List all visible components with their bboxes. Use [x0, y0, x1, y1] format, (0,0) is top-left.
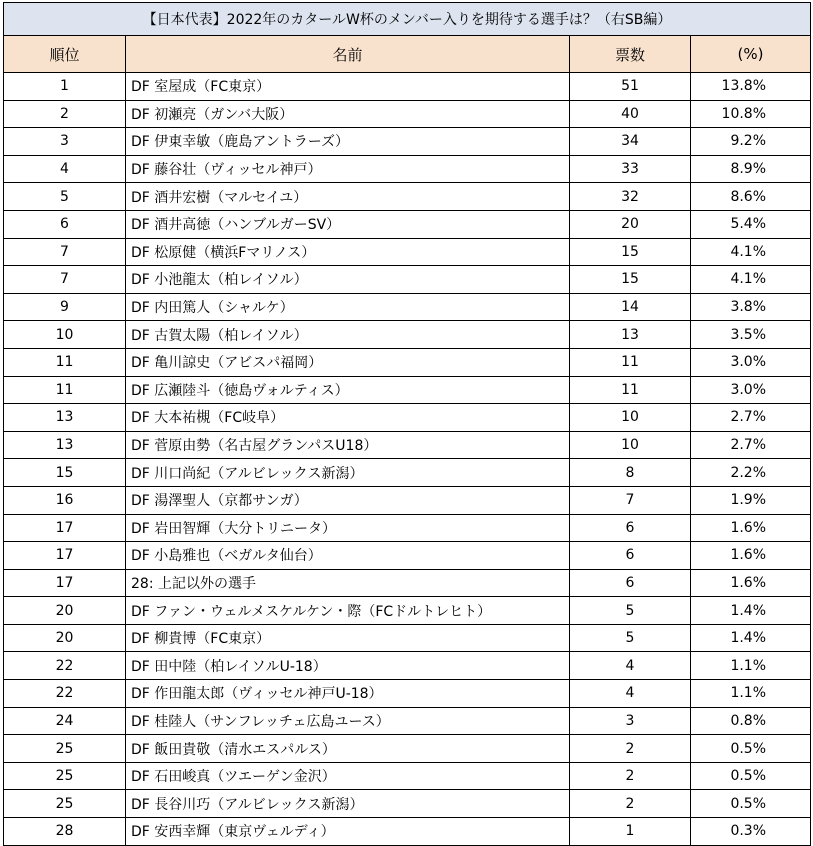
table-row: [4, 100, 811, 128]
ranking-sheet: [3, 2, 810, 846]
percent-cell: 0.8%: [691, 707, 811, 735]
rank-cell: 10: [4, 321, 126, 349]
table-row: [4, 514, 811, 542]
table-row: [4, 652, 811, 680]
percent-cell: 1.4%: [691, 624, 811, 652]
name-cell: DF 長谷川巧（アルビレックス新潟）: [126, 790, 570, 818]
name-cell: DF 菅原由勢（名古屋グランパスU18）: [126, 431, 570, 459]
name-cell: DF 酒井宏樹（マルセイユ）: [126, 183, 570, 211]
votes-cell: 3: [570, 707, 691, 735]
percent-cell: 2.7%: [691, 404, 811, 432]
header-row: [4, 36, 811, 73]
table-row: [4, 680, 811, 708]
table-row: [4, 210, 811, 238]
votes-cell: 10: [570, 404, 691, 432]
rank-cell: 6: [4, 210, 126, 238]
name-cell: DF 田中陸（柏レイソルU-18）: [126, 652, 570, 680]
percent-cell: 2.2%: [691, 459, 811, 487]
rank-cell: 13: [4, 431, 126, 459]
percent-cell: 10.8%: [691, 100, 811, 128]
table-row: [4, 183, 811, 211]
table-row: [4, 238, 811, 266]
votes-cell: 10: [570, 431, 691, 459]
name-cell: DF 室屋成（FC東京）: [126, 73, 570, 101]
name-cell: DF 岩田智輝（大分トリニータ）: [126, 514, 570, 542]
name-cell: DF 小池龍太（柏レイソル）: [126, 266, 570, 294]
votes-cell: 13: [570, 321, 691, 349]
table-row: [4, 707, 811, 735]
name-cell: DF 大本祐槻（FC岐阜）: [126, 404, 570, 432]
name-cell: DF 桂陸人（サンフレッチェ広島ユース）: [126, 707, 570, 735]
rank-cell: 20: [4, 597, 126, 625]
table-row: [4, 542, 811, 570]
rank-cell: 2: [4, 100, 126, 128]
table-row: [4, 597, 811, 625]
votes-cell: 11: [570, 376, 691, 404]
percent-cell: 3.8%: [691, 293, 811, 321]
table-row: [4, 348, 811, 376]
percent-cell: 0.5%: [691, 790, 811, 818]
percent-cell: 8.6%: [691, 183, 811, 211]
name-cell: DF 松原健（横浜Fマリノス）: [126, 238, 570, 266]
rank-column-header: 順位: [4, 36, 126, 73]
rank-cell: 17: [4, 514, 126, 542]
rank-cell: 24: [4, 707, 126, 735]
percent-column-header: (%): [691, 36, 811, 73]
name-cell: DF 作田龍太郎（ヴィッセル神戸U-18）: [126, 680, 570, 708]
percent-cell: 1.4%: [691, 597, 811, 625]
name-cell: DF 古賀太陽（柏レイソル）: [126, 321, 570, 349]
percent-cell: 5.4%: [691, 210, 811, 238]
votes-cell: 51: [570, 73, 691, 101]
percent-cell: 2.7%: [691, 431, 811, 459]
name-cell: 28: 上記以外の選手: [126, 569, 570, 597]
name-cell: DF 亀川諒史（アビスパ福岡）: [126, 348, 570, 376]
votes-cell: 15: [570, 238, 691, 266]
table-row: [4, 128, 811, 156]
name-cell: DF 川口尚紀（アルビレックス新潟）: [126, 459, 570, 487]
rank-cell: 7: [4, 238, 126, 266]
table-row: [4, 293, 811, 321]
rank-cell: 11: [4, 348, 126, 376]
table-row: [4, 376, 811, 404]
table-row: [4, 73, 811, 101]
percent-cell: 3.5%: [691, 321, 811, 349]
votes-cell: 15: [570, 266, 691, 294]
percent-cell: 3.0%: [691, 376, 811, 404]
votes-cell: 32: [570, 183, 691, 211]
table-row: [4, 790, 811, 818]
rank-cell: 13: [4, 404, 126, 432]
name-cell: DF 伊東幸敏（鹿島アントラーズ）: [126, 128, 570, 156]
rank-cell: 22: [4, 680, 126, 708]
percent-cell: 8.9%: [691, 155, 811, 183]
name-cell: DF 内田篤人（シャルケ）: [126, 293, 570, 321]
votes-cell: 6: [570, 514, 691, 542]
rank-cell: 25: [4, 762, 126, 790]
percent-cell: 0.5%: [691, 735, 811, 763]
percent-cell: 1.9%: [691, 486, 811, 514]
rank-cell: 17: [4, 542, 126, 570]
table-row: [4, 624, 811, 652]
name-cell: DF 藤谷壮（ヴィッセル神戸）: [126, 155, 570, 183]
name-cell: DF 湯澤聖人（京都サンガ）: [126, 486, 570, 514]
percent-cell: 4.1%: [691, 266, 811, 294]
name-cell: DF 広瀬陸斗（徳島ヴォルティス）: [126, 376, 570, 404]
votes-cell: 2: [570, 790, 691, 818]
name-column-header: 名前: [126, 36, 570, 73]
rank-cell: 15: [4, 459, 126, 487]
rank-cell: 16: [4, 486, 126, 514]
rank-cell: 25: [4, 790, 126, 818]
rank-cell: 22: [4, 652, 126, 680]
votes-cell: 5: [570, 597, 691, 625]
table-row: [4, 404, 811, 432]
rank-cell: 11: [4, 376, 126, 404]
table-row: [4, 431, 811, 459]
percent-cell: 1.1%: [691, 680, 811, 708]
table-row: [4, 266, 811, 294]
votes-cell: 40: [570, 100, 691, 128]
votes-cell: 20: [570, 210, 691, 238]
rank-cell: 3: [4, 128, 126, 156]
rank-cell: 7: [4, 266, 126, 294]
ranking-table: [3, 2, 811, 846]
name-cell: DF 安西幸輝（東京ヴェルディ）: [126, 818, 570, 846]
percent-cell: 1.6%: [691, 569, 811, 597]
votes-cell: 6: [570, 569, 691, 597]
rank-cell: 4: [4, 155, 126, 183]
votes-cell: 4: [570, 652, 691, 680]
rank-cell: 28: [4, 818, 126, 846]
name-cell: DF 柳貴博（FC東京）: [126, 624, 570, 652]
percent-cell: 0.3%: [691, 818, 811, 846]
table-title: 【日本代表】2022年のカタールW杯のメンバー入りを期待する選手は？（右SB編）: [4, 3, 811, 36]
table-row: [4, 321, 811, 349]
ranking-rows: [4, 73, 811, 846]
rank-cell: 17: [4, 569, 126, 597]
votes-cell: 11: [570, 348, 691, 376]
table-row: [4, 155, 811, 183]
percent-cell: 0.5%: [691, 762, 811, 790]
table-row: [4, 818, 811, 846]
rank-cell: 25: [4, 735, 126, 763]
table-row: [4, 762, 811, 790]
percent-cell: 1.6%: [691, 514, 811, 542]
percent-cell: 9.2%: [691, 128, 811, 156]
votes-cell: 33: [570, 155, 691, 183]
table-row: [4, 486, 811, 514]
percent-cell: 13.8%: [691, 73, 811, 101]
name-cell: DF 小島雅也（ベガルタ仙台）: [126, 542, 570, 570]
percent-cell: 4.1%: [691, 238, 811, 266]
percent-cell: 1.6%: [691, 542, 811, 570]
table-row: [4, 569, 811, 597]
rank-cell: 5: [4, 183, 126, 211]
votes-cell: 14: [570, 293, 691, 321]
votes-cell: 5: [570, 624, 691, 652]
rank-cell: 20: [4, 624, 126, 652]
votes-cell: 4: [570, 680, 691, 708]
name-cell: DF ファン・ウェルメスケルケン・際（FCドルトレヒト）: [126, 597, 570, 625]
votes-cell: 2: [570, 762, 691, 790]
votes-column-header: 票数: [570, 36, 691, 73]
percent-cell: 3.0%: [691, 348, 811, 376]
name-cell: DF 酒井高徳（ハンブルガーSV）: [126, 210, 570, 238]
votes-cell: 8: [570, 459, 691, 487]
name-cell: DF 石田峻真（ツエーゲン金沢）: [126, 762, 570, 790]
votes-cell: 6: [570, 542, 691, 570]
rank-cell: 1: [4, 73, 126, 101]
name-cell: DF 初瀬亮（ガンバ大阪）: [126, 100, 570, 128]
table-row: [4, 735, 811, 763]
rank-cell: 9: [4, 293, 126, 321]
votes-cell: 7: [570, 486, 691, 514]
name-cell: DF 飯田貴敬（清水エスパルス）: [126, 735, 570, 763]
votes-cell: 2: [570, 735, 691, 763]
votes-cell: 34: [570, 128, 691, 156]
votes-cell: 1: [570, 818, 691, 846]
percent-cell: 1.1%: [691, 652, 811, 680]
table-row: [4, 459, 811, 487]
